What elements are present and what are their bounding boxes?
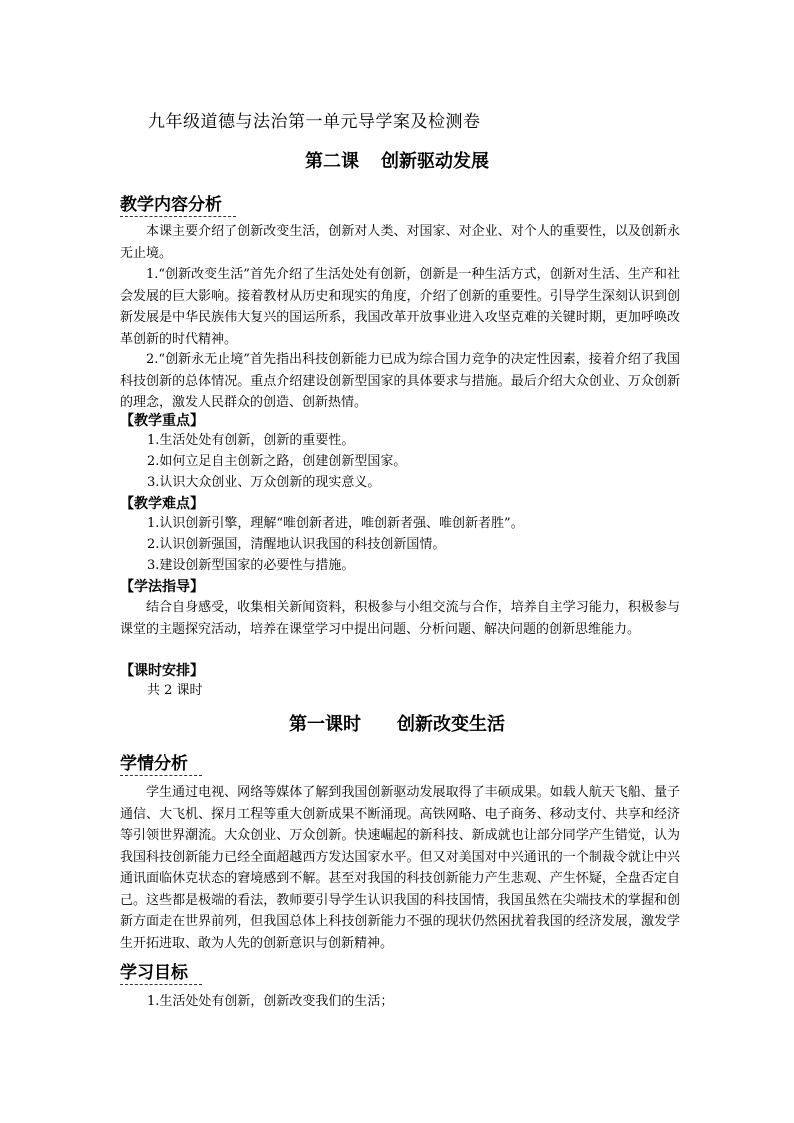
period-title (0, 710, 794, 736)
learning-goal-item: 1.生活处处有创新，创新改变我们的生活； (147, 994, 394, 1009)
study-method-paragraph: 结合自身感受，收集相关新闻资料，积极参与小组交流与合作，培养自主学习能力，积极参与课堂的主题探究活动，培养在课堂学习中提出问题、分析问题、解决问题的创新思维能力。 (120, 600, 680, 637)
lesson-title-number: 第二课 (305, 151, 359, 172)
analysis-paragraph-2: 1.“创新改变生活”首先介绍了生活处处有创新，创新是一种生活方式，创新对生活、生产和社会发展的巨大影响。接着教材从历史和现实的角度，介绍了创新的重要性。引导学生深刻认识到创新发展是中华民族伟大复兴的国运所系，我国改革开放事业进入攻坚克难的关键时期，更加呼唤改革创新的时代精神。 (120, 267, 680, 347)
lesson-title-name: 创新驱动发展 (381, 151, 489, 172)
section-title-learning-goals: 学习目标 (120, 958, 202, 985)
student-analysis-paragraph: 学生通过电视、网络等媒体了解到我国创新驱动发展取得了丰硕成果。如载人航天飞船、量子通信、大飞机、探月工程等重大创新成果不断涌现。高铁网略、电子商务、移动支付、共享和经济等引领世界潮流。大众创业、万众创新。快速崛起的新科技、新成就也让部分同学产生错觉，认为我国科技创新能力已经全面超越西方发达国家水平。但又对美国对中兴通讯的一个制裁令就让中兴通讯面临休克状态的窘境感到不解。甚至对我国的科技创新能力产生悲观、产生怀疑，全盘否定自己。这些都是极端的看法，教师要引导学生认识我国的科技国情，我国虽然在尖端技术的掌握和创新方面走在世界前列，但我国总体上科技创新能力不强的现状仍然困扰着我国的经济发展，激发学生开拓进取、敢为人先的创新意识与创新精神。 (120, 785, 680, 951)
period-title-name: 创新改变生活 (397, 714, 505, 735)
key-point-item: 2.如何立足自主创新之路，创建创新型国家。 (147, 454, 407, 469)
difficult-points-heading: 【教学难点】 (120, 496, 204, 512)
difficult-point-item: 1.认识创新引擎，理解“唯创新者进，唯创新者强、唯创新者胜”。 (147, 516, 524, 531)
analysis-paragraph-3: 2.“创新永无止境”首先指出科技创新能力已成为综合国力竞争的决定性因素，接着介绍了我国科技创新的总体情况。重点介绍建设创新型国家的具体要求与措施。最后介绍大众创业、万众创新的理念，激发人民群众的创造、创新热情。 (120, 352, 680, 410)
difficult-point-item: 3.建设创新型国家的必要性与措施。 (147, 558, 355, 573)
key-points-heading: 【教学重点】 (120, 413, 204, 429)
section-title-content-analysis: 教学内容分析 (120, 190, 236, 217)
study-method-heading: 【学法指导】 (120, 579, 204, 595)
period-title-number: 第一课时 (289, 714, 361, 735)
analysis-paragraph-1: 本课主要介绍了创新改变生活，创新对人类、对国家、对企业、对个人的重要性，以及创新永无止境。 (120, 224, 680, 261)
lesson-title (0, 147, 794, 173)
schedule-text: 共 2 课时 (147, 683, 203, 698)
key-point-item: 3.认识大众创业、万众创新的现实意义。 (147, 475, 381, 490)
difficult-point-item: 2.认识创新强国，清醒地认识我国的科技创新国情。 (147, 537, 446, 552)
key-point-item: 1.生活处处有创新，创新的重要性。 (147, 433, 355, 448)
schedule-heading: 【课时安排】 (120, 663, 204, 679)
section-title-student-analysis: 学情分析 (120, 749, 202, 776)
document-pre-title: 九年级道德与法治第一单元导学案及检测卷 (148, 112, 481, 132)
